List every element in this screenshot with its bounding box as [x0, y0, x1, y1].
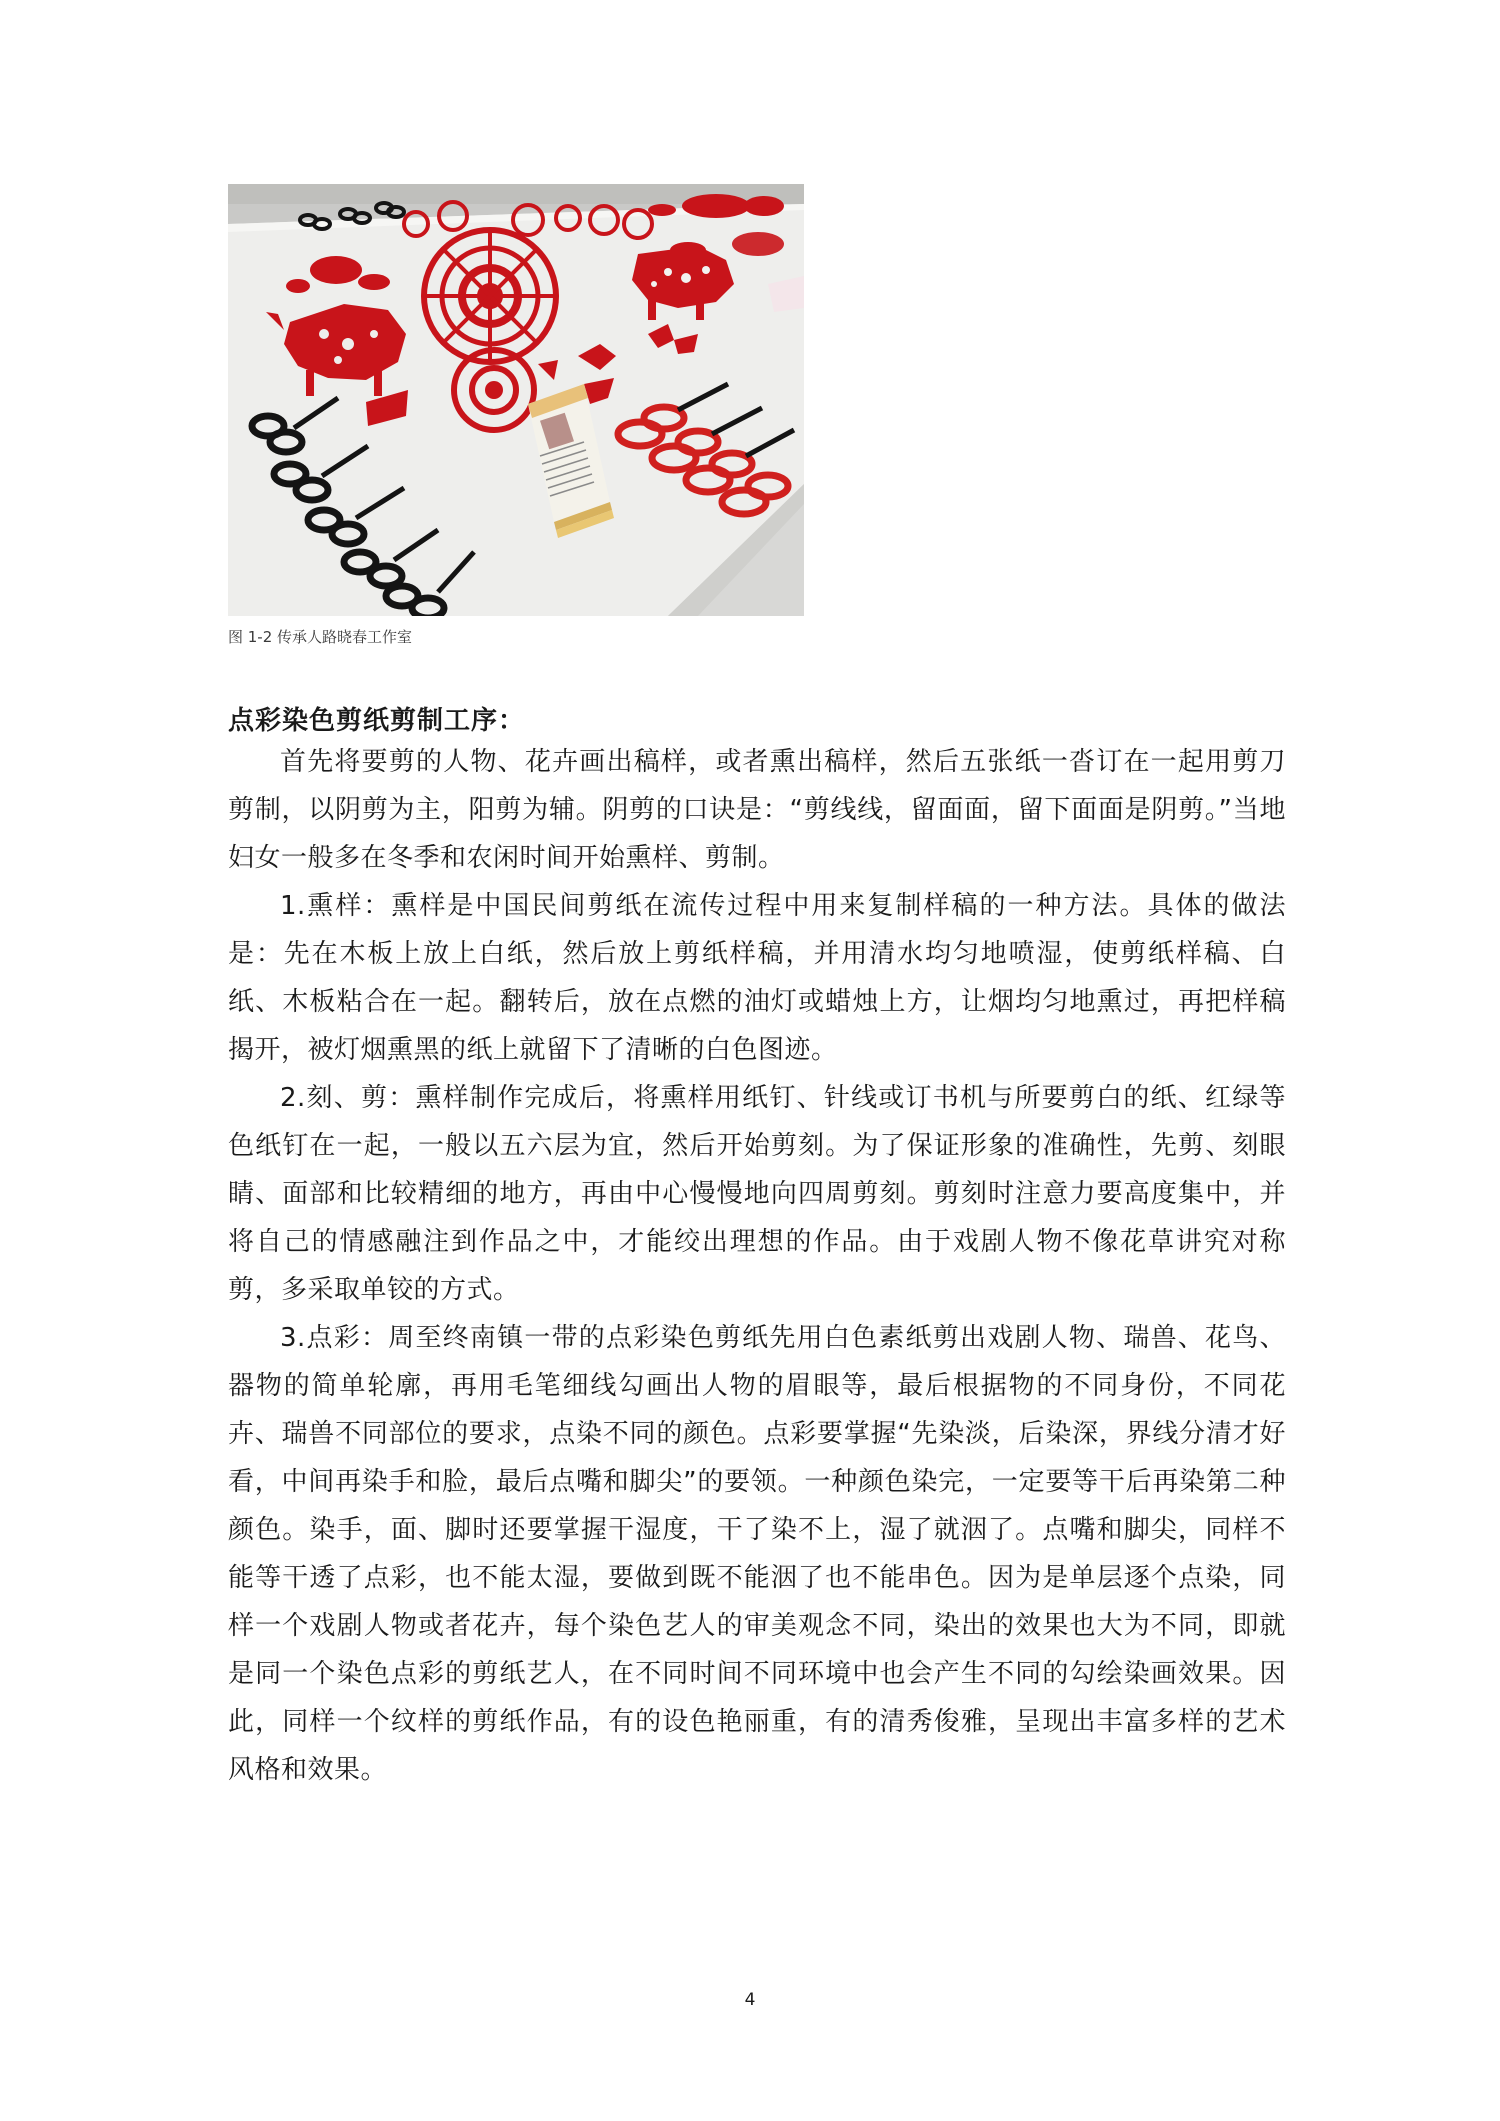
page-number: 4 [744, 1990, 756, 2010]
paragraph-smoke-pattern: 1.熏样：熏样是中国民间剪纸在流传过程中用来复制样稿的一种方法。具体的做法是：先在木板上放上白纸，然后放上剪纸样稿，并用清水均匀地喷湿，使剪纸样稿、白纸、木板粘合在一起。翻转后，放在点燃的油灯或蜡烛上方，让烟均匀地熏过，再把样稿揭开，被灯烟熏黑的纸上就留下了清晰的白色图迹。 [228, 891, 1286, 1065]
paragraph-carve-cut: 2.刻、剪：熏样制作完成后，将熏样用纸钉、针线或订书机与所要剪白的纸、红绿等色纸钉在一起，一般以五六层为宜，然后开始剪刻。为了保证形象的准确性，先剪、刻眼睛、面部和比较精细的地方，再由中心慢慢地向四周剪刻。剪刻时注意力要高度集中，并将自己的情感融注到作品之中，才能绞出理想的作品。由于戏剧人物不像花草讲究对称剪，多采取单铰的方式。 [228, 1083, 1286, 1305]
section-heading: 点彩染色剪纸剪制工序： [228, 706, 526, 736]
paper-cut-workshop-illustration [228, 184, 804, 616]
round-paper-cut [424, 230, 556, 362]
paragraph-dot-color: 3.点彩：周至终南镇一带的点彩染色剪纸先用白色素纸剪出戏剧人物、瑞兽、花鸟、器物的简单轮廓，再用毛笔细线勾画出人物的眉眼等，最后根据物的不同身份，不同花卉、瑞兽不同部位的要求，点染不同的颜色。点彩要掌握“先染淡，后染深，界线分清才好看，中间再染手和脸，最后点嘴和脚尖”的要领。一种颜色染完，一定要等干后再染第二种颜色。染手，面、脚时还要掌握干湿度，干了染不上，湿了就洇了。点嘴和脚尖，同样不能等干透了点彩，也不能太湿，要做到既不能洇了也不能串色。因为是单层逐个点染，同样一个戏剧人物或者花卉，每个染色艺人的审美观念不同，染出的效果也大为不同，即就是同一个染色点彩的剪纸艺人，在不同时间不同环境中也会产生不同的勾绘染画效果。因此，同样一个纹样的剪纸作品，有的设色艳丽重，有的清秀俊雅，呈现出丰富多样的艺术风格和效果。 [228, 1323, 1286, 1785]
workshop-photo [228, 184, 804, 616]
paragraph-intro: 首先将要剪的人物、花卉画出稿样，或者熏出稿样，然后五张纸一沓订在一起用剪刀剪制，以阴剪为主，阳剪为辅。阴剪的口诀是：“剪线线，留面面，留下面面是阴剪。”当地妇女一般多在冬季和农闲时间开始熏样、剪制。 [228, 747, 1286, 873]
figure-caption: 图 1-2 传承人路晓春工作室 [228, 628, 413, 646]
body-text [228, 738, 1286, 1794]
